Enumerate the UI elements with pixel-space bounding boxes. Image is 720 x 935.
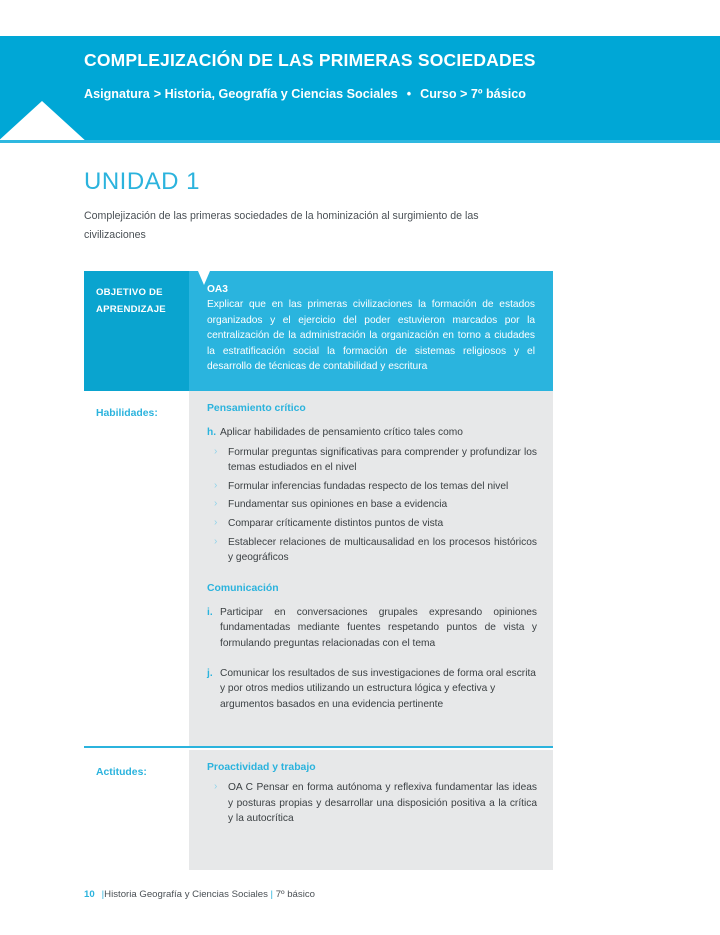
objective-content-cell <box>189 271 553 391</box>
footer-course: 7º básico <box>275 889 315 900</box>
table-row-skills <box>84 391 553 730</box>
item-text: Comunicar los resultados de sus investigaciones de forma oral escrita y por otros medios utilizando un estructura lógica y efectiva y argumentos basados en una evidencia pertinente <box>220 667 536 710</box>
course-value: 7º básico <box>470 87 526 101</box>
objective-code: OA3 <box>207 284 228 295</box>
subject-label: Asignatura <box>84 87 150 101</box>
bottom-spacer-right <box>189 844 553 870</box>
footer-subject: Historia Geografía y Ciencias Sociales <box>104 889 268 900</box>
item-marker: h. <box>207 426 217 438</box>
objective-label-cell <box>84 271 189 391</box>
header-triangle-notch <box>0 101 90 143</box>
list-item: › Formular preguntas significativas para comprender y profundizar los temas estudiados en el nivel <box>207 445 537 476</box>
objective-text: Explicar que en las primeras civilizaciones la formación de estados organizados y el ejercicio del poder estuvieron marcados por la centralización de la administración la organización en torno a ciudades la estratificación social la formación de sistemas religiosos y el desarrollo de técnicas de contabilidad y escritura <box>207 299 535 373</box>
item-marker: i. <box>207 606 213 618</box>
list-item: › Fundamentar sus opiniones en base a evidencia <box>207 497 537 513</box>
table-row-objective <box>84 271 553 391</box>
list-item: › Establecer relaciones de multicausalidad en los procesos históricos y geográficos <box>207 535 537 566</box>
skills-group-title-0: Pensamiento crítico <box>207 402 306 414</box>
spacer-right <box>189 730 553 746</box>
bottom-spacer-left <box>84 844 189 870</box>
unit-title: UNIDAD 1 <box>84 168 201 195</box>
item-text: Aplicar habilidades de pensamiento crítico tales como <box>220 426 463 438</box>
skills-label-cell <box>84 391 189 730</box>
objective-notch-icon <box>189 271 219 287</box>
skills-lettered-item <box>207 425 537 441</box>
footer-bar-1: | <box>101 889 105 900</box>
skills-lettered-item <box>207 666 537 713</box>
objective-label-line2: APRENDIZAJE <box>96 304 166 315</box>
skills-lettered-item <box>207 605 537 652</box>
skills-group-title-1: Comunicación <box>207 582 279 594</box>
page-number: 10 <box>84 889 95 900</box>
subject-value: > Historia, Geografía y Ciencias Sociales <box>153 87 398 101</box>
attitudes-content-cell <box>189 750 553 844</box>
skills-bullet-list-0 <box>207 445 537 566</box>
attitudes-label-cell <box>84 750 189 844</box>
page-footer <box>84 889 315 900</box>
table-row-bottom-spacer <box>84 844 553 870</box>
list-item: › Comparar críticamente distintos puntos de vista <box>207 516 537 532</box>
skills-label: Habilidades: <box>96 407 158 419</box>
header-separator: • <box>406 87 412 101</box>
page-title: COMPLEJIZACIÓN DE LAS PRIMERAS SOCIEDADES <box>84 50 536 70</box>
header-subtitle <box>84 87 526 101</box>
learning-objective-table <box>84 271 553 870</box>
list-item: › OA C Pensar en forma autónoma y reflexiva fundamentar las ideas y posturas propias y desarrollar una disposición positiva a la crítica y la autocrítica <box>207 780 537 827</box>
attitudes-bullet-list-0 <box>207 780 537 827</box>
attitudes-group-title-0: Proactividad y trabajo <box>207 762 316 774</box>
objective-label-line1: OBJETIVO DE <box>96 287 163 298</box>
list-item: › Formular inferencias fundadas respecto de los temas del nivel <box>207 479 537 495</box>
table-row-attitudes <box>84 746 553 844</box>
footer-bar-2: | <box>270 889 274 900</box>
item-marker: j. <box>207 667 213 679</box>
course-label: Curso > <box>420 87 468 101</box>
divider-gap <box>84 737 189 746</box>
page-header <box>0 36 720 143</box>
skills-content-cell <box>189 391 553 730</box>
item-text: Participar en conversaciones grupales expresando opiniones fundamentadas mediante fuentes respetando puntos de vista y formulando preguntas relacionadas con el tema <box>220 606 537 649</box>
unit-description: Complejización de las primeras sociedades de la hominización al surgimiento de las civilizaciones <box>84 210 479 241</box>
attitudes-label: Actitudes: <box>96 767 147 779</box>
header-bottom-rule <box>0 140 720 143</box>
